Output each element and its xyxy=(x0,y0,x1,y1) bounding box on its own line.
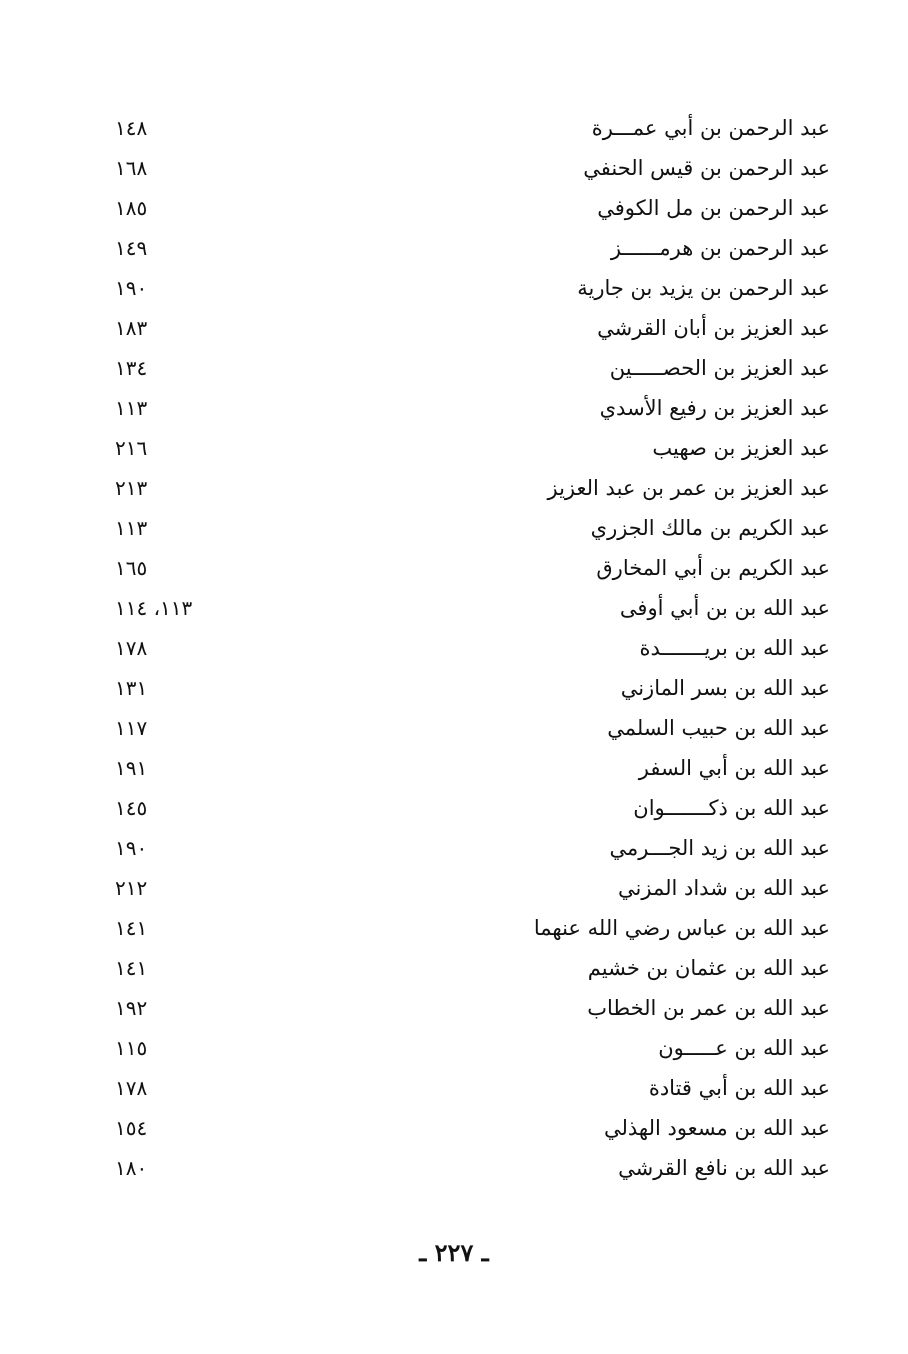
entry-name: عبد الله بن أبي السفر xyxy=(638,756,830,780)
index-entry xyxy=(100,1108,830,1148)
entry-page-refs: ١٨٥ xyxy=(115,196,148,220)
index-entry xyxy=(100,148,830,188)
entry-page-refs: ١٤١ xyxy=(115,916,148,940)
index-entry xyxy=(100,548,830,588)
entry-page-refs: ١٧٨ xyxy=(115,636,148,660)
index-entry xyxy=(100,388,830,428)
entry-name: عبد الله بن حبيب السلمي xyxy=(607,716,830,740)
entry-name: عبد العزيز بن رفيع الأسدي xyxy=(599,396,830,420)
entry-name: عبد الرحمن بن مل الكوفي xyxy=(597,196,830,220)
entry-name: عبد الرحمن بن يزيد بن جارية xyxy=(577,276,830,300)
index-entry xyxy=(100,348,830,388)
index-entry xyxy=(100,828,830,868)
entry-page-refs: ١١٣، ١١٤ xyxy=(115,596,193,620)
page-number: ـ ٢٢٧ ـ xyxy=(419,1238,489,1267)
entry-page-refs: ١٦٥ xyxy=(115,556,148,580)
entry-page-refs: ٢١٣ xyxy=(115,476,148,500)
entry-name: عبد العزيز بن الحصـــــين xyxy=(609,356,830,380)
entry-name: عبد الله بن عثمان بن خشيم xyxy=(587,956,830,980)
entry-page-refs: ١١٧ xyxy=(115,716,148,740)
entry-page-refs: ١١٥ xyxy=(115,1036,148,1060)
entry-name: عبد الله بن بريـــــــدة xyxy=(639,636,830,660)
index-entry xyxy=(100,1148,830,1188)
entry-name: عبد الله بن شداد المزني xyxy=(618,876,830,900)
entry-name: عبد الرحمن بن هرمــــــز xyxy=(610,236,830,260)
index-entry xyxy=(100,748,830,788)
entry-name: عبد الله بن نافع القرشي xyxy=(618,1156,830,1180)
entry-page-refs: ١٦٨ xyxy=(115,156,148,180)
index-entry xyxy=(100,788,830,828)
entry-page-refs: ١٤٩ xyxy=(115,236,148,260)
index-entry xyxy=(100,508,830,548)
entry-page-refs: ١٣٤ xyxy=(115,356,148,380)
entry-name: عبد الله بن بن أبي أوفى xyxy=(619,596,830,620)
index-entry xyxy=(100,268,830,308)
entry-name: عبد العزيز بن أبان القرشي xyxy=(597,316,830,340)
entry-page-refs: ١٣١ xyxy=(115,676,148,700)
entry-name: عبد الله بن أبي قتادة xyxy=(648,1076,830,1100)
entry-page-refs: ١١٣ xyxy=(115,396,148,420)
entry-name: عبد الله بن عباس رضي الله عنهما xyxy=(533,916,830,940)
entry-name: عبد العزيز بن صهيب xyxy=(652,436,830,460)
entry-page-refs: ١٧٨ xyxy=(115,1076,148,1100)
entry-name: عبد الكريم بن أبي المخارق xyxy=(596,556,830,580)
index-entry xyxy=(100,588,830,628)
entry-name: عبد الكريم بن مالك الجزري xyxy=(590,516,830,540)
index-entry xyxy=(100,108,830,148)
entry-name: عبد الرحمن بن قيس الحنفي xyxy=(583,156,830,180)
entry-page-refs: ١٨٣ xyxy=(115,316,148,340)
entry-page-refs: ١٩٠ xyxy=(115,836,148,860)
entry-name: عبد الله بن مسعود الهذلي xyxy=(603,1116,830,1140)
entry-page-refs: ١٥٤ xyxy=(115,1116,148,1140)
name-index-list xyxy=(100,108,830,1188)
entry-page-refs: ١٤٥ xyxy=(115,796,148,820)
entry-page-refs: ١٤٨ xyxy=(115,116,148,140)
index-entry xyxy=(100,868,830,908)
index-entry xyxy=(100,708,830,748)
index-entry xyxy=(100,468,830,508)
entry-name: عبد الله بن زيد الجـــرمي xyxy=(609,836,830,860)
index-entry xyxy=(100,188,830,228)
index-entry xyxy=(100,1028,830,1068)
index-entry xyxy=(100,428,830,468)
entry-name: عبد الرحمن بن أبي عمـــرة xyxy=(591,116,830,140)
index-entry xyxy=(100,948,830,988)
index-entry xyxy=(100,1068,830,1108)
entry-page-refs: ٢١٦ xyxy=(115,436,148,460)
index-entry xyxy=(100,228,830,268)
entry-page-refs: ١٩١ xyxy=(115,756,148,780)
entry-page-refs: ١٩٠ xyxy=(115,276,148,300)
entry-page-refs: ٢١٢ xyxy=(115,876,148,900)
index-entry xyxy=(100,908,830,948)
entry-page-refs: ١٩٢ xyxy=(115,996,148,1020)
entry-page-refs: ١٨٠ xyxy=(115,1156,148,1180)
entry-page-refs: ١١٣ xyxy=(115,516,148,540)
entry-name: عبد الله بن عـــــون xyxy=(658,1036,830,1060)
index-entry xyxy=(100,668,830,708)
entry-name: عبد الله بن بسر المازني xyxy=(620,676,830,700)
entry-name: عبد الله بن عمر بن الخطاب xyxy=(587,996,830,1020)
entry-name: عبد الله بن ذكـــــــوان xyxy=(633,796,830,820)
index-entry xyxy=(100,308,830,348)
index-entry xyxy=(100,628,830,668)
entry-page-refs: ١٤١ xyxy=(115,956,148,980)
entry-name: عبد العزيز بن عمر بن عبد العزيز xyxy=(547,476,830,500)
index-entry xyxy=(100,988,830,1028)
